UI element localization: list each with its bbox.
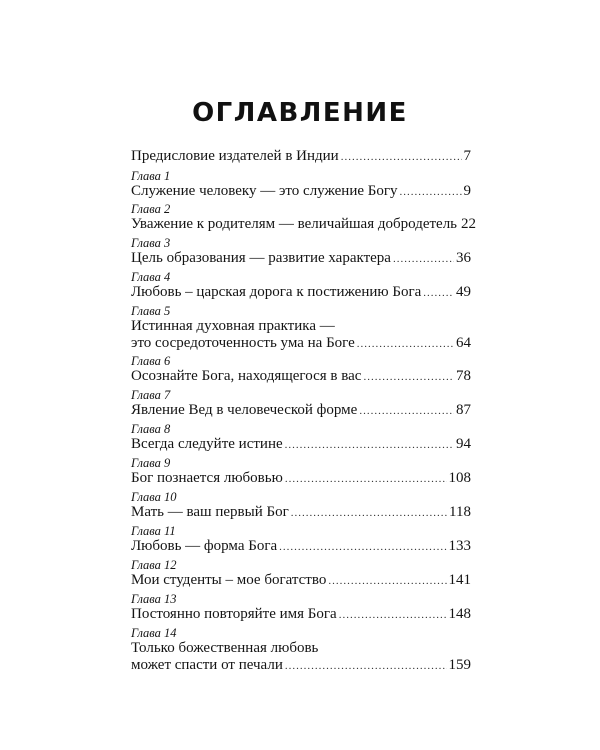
page-number: 9 (463, 183, 471, 199)
toc-line (131, 436, 471, 453)
dot-leader (423, 285, 454, 302)
toc-line (131, 183, 471, 200)
chapter-label: Глава 10 (131, 490, 177, 504)
toc-line (131, 470, 471, 487)
toc-entry-chapter-4[interactable] (131, 270, 471, 301)
toc-entry-title: Истинная духовная практика — (131, 318, 335, 334)
chapter-label: Глава 14 (131, 626, 177, 640)
chapter-label: Глава 2 (131, 202, 171, 216)
dot-leader (393, 251, 454, 268)
dot-leader (357, 336, 454, 353)
toc-entry-title: Цель образования — развитие характера (131, 250, 391, 266)
page-number: 7 (463, 148, 471, 164)
dot-leader (363, 369, 454, 386)
page-number: 148 (448, 606, 471, 622)
dot-leader (285, 437, 454, 454)
toc-line (131, 148, 471, 165)
toc-entry-title: Явление Вед в человеческой форме (131, 402, 358, 418)
page-number: 118 (449, 504, 471, 520)
page-number: 159 (448, 657, 471, 673)
page-number: 49 (456, 284, 471, 300)
dot-leader (400, 184, 462, 201)
toc-entry-title: Служение человеку — это служение Богу (131, 183, 398, 199)
toc-entry-chapter-14[interactable] (131, 626, 471, 674)
chapter-label: Глава 12 (131, 558, 177, 572)
toc-line (131, 318, 471, 335)
toc-line (131, 402, 471, 419)
toc-entry-chapter-7[interactable] (131, 388, 471, 419)
toc-entry-chapter-8[interactable] (131, 422, 471, 453)
toc-entry-title: Осознайте Бога, находящегося в вас (131, 368, 362, 384)
toc-entry-preface[interactable] (131, 148, 471, 165)
toc-entry-title: это сосредоточенность ума на Боге (131, 335, 355, 351)
toc-line (131, 640, 471, 657)
page-number: 94 (456, 436, 471, 452)
toc-entry-title: может спасти от печали (131, 657, 283, 673)
toc-entry-title: Мои студенты – мое богатство (131, 572, 327, 588)
toc-line (131, 572, 471, 589)
dot-leader (339, 607, 447, 624)
dot-leader (285, 471, 447, 488)
page-number: 22 (461, 216, 477, 232)
toc-entry-title: Предисловие издателей в Индии (131, 148, 339, 164)
chapter-label: Глава 3 (131, 236, 171, 250)
toc-entry-title: Постоянно повторяйте имя Бога (131, 606, 337, 622)
chapter-label: Глава 9 (131, 456, 171, 470)
page-number: 64 (456, 335, 471, 351)
toc-entry-chapter-5[interactable] (131, 304, 471, 352)
toc-entry-chapter-6[interactable] (131, 354, 471, 385)
chapter-label: Глава 11 (131, 524, 176, 538)
toc-entry-title: Всегда следуйте истине (131, 436, 283, 452)
page-number: 133 (448, 538, 471, 554)
toc-entry-title: Только божественная любовь (131, 640, 319, 656)
page-title: ОГЛАВЛЕНИЕ (192, 98, 408, 128)
toc-entry-title: Любовь – царская дорога к постижению Бога (131, 284, 422, 300)
toc-line (131, 335, 471, 352)
page-number: 108 (448, 470, 471, 486)
toc-line (131, 538, 471, 555)
toc-line (131, 368, 471, 385)
toc-line (131, 606, 471, 623)
toc-line (131, 504, 471, 521)
toc-line (131, 657, 471, 674)
page-number: 87 (456, 402, 471, 418)
toc-entry-title: Бог познается любовью (131, 470, 283, 486)
toc-entry-title: Любовь — форма Бога (131, 538, 278, 554)
toc-entry-chapter-9[interactable] (131, 456, 471, 487)
toc-entry-chapter-3[interactable] (131, 236, 471, 267)
chapter-label: Глава 13 (131, 592, 177, 606)
toc-line (131, 216, 477, 233)
page-number: 141 (448, 572, 471, 588)
toc-entry-title: Уважение к родителям — величайшая добродетель (131, 216, 458, 232)
toc-entry-chapter-13[interactable] (131, 592, 471, 623)
toc-entry-chapter-11[interactable] (131, 524, 471, 555)
chapter-label: Глава 6 (131, 354, 171, 368)
toc-entry-title: Мать — ваш первый Бог (131, 504, 289, 520)
toc-entry-chapter-1[interactable] (131, 169, 471, 200)
dot-leader (279, 539, 446, 556)
toc-entry-chapter-2[interactable] (131, 202, 477, 233)
dot-leader (359, 403, 454, 420)
toc-entry-chapter-12[interactable] (131, 558, 471, 589)
dot-leader (341, 149, 462, 166)
page-number: 78 (456, 368, 471, 384)
chapter-label: Глава 5 (131, 304, 171, 318)
dot-leader (285, 658, 447, 675)
dot-leader (291, 505, 447, 522)
dot-leader (328, 573, 446, 590)
chapter-label: Глава 4 (131, 270, 171, 284)
chapter-label: Глава 1 (131, 169, 171, 183)
toc-line (131, 250, 471, 267)
toc-line (131, 284, 471, 301)
toc-entry-chapter-10[interactable] (131, 490, 471, 521)
page-number: 36 (456, 250, 471, 266)
chapter-label: Глава 8 (131, 422, 171, 436)
chapter-label: Глава 7 (131, 388, 171, 402)
